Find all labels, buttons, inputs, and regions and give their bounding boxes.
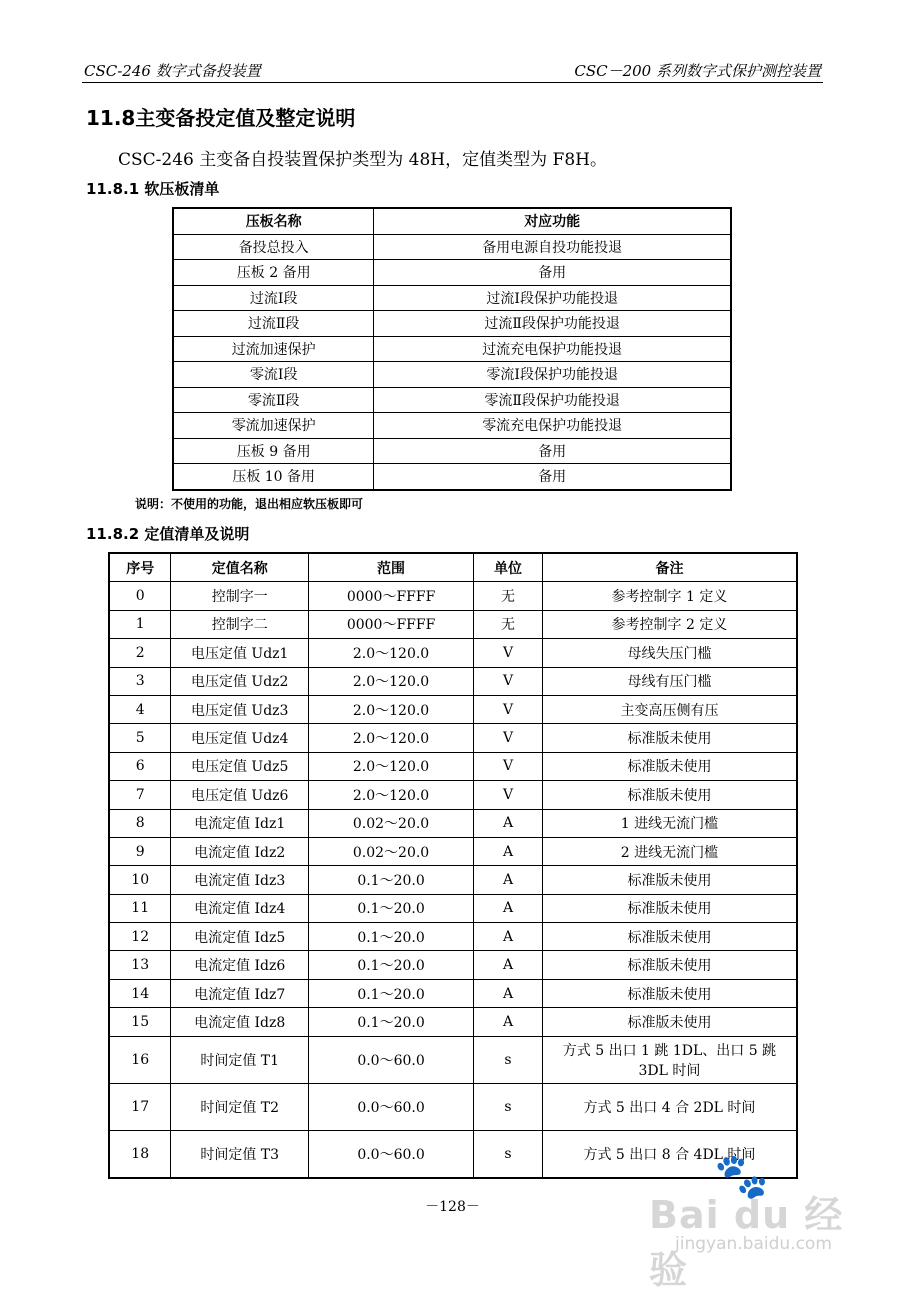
- table-row: [173, 387, 731, 413]
- table-cell: V: [474, 695, 543, 723]
- table-cell: 5: [109, 724, 171, 752]
- table-row: [173, 464, 731, 490]
- table-cell: 标准版未使用: [542, 951, 797, 979]
- column-header: 定值名称: [171, 553, 309, 582]
- table-cell: A: [474, 951, 543, 979]
- table-row: [109, 979, 797, 1007]
- table-cell: 3: [109, 667, 171, 695]
- table-row: [173, 260, 731, 286]
- table-cell: V: [474, 752, 543, 780]
- table-row: [109, 752, 797, 780]
- table-cell: s: [474, 1130, 543, 1178]
- table-cell: 10: [109, 866, 171, 894]
- table-cell: 2.0～120.0: [309, 639, 474, 667]
- table-cell: 0: [109, 582, 171, 610]
- table-cell: 1 进线无流门槛: [542, 809, 797, 837]
- table-cell: 0.1～20.0: [309, 866, 474, 894]
- table-cell: 0000～FFFF: [309, 582, 474, 610]
- table-cell: 标准版未使用: [542, 866, 797, 894]
- table-cell: 过流Ⅰ段保护功能投退: [374, 285, 731, 311]
- table-cell: 备用电源自投功能投退: [374, 234, 731, 260]
- table-cell: 电压定值 Udz3: [171, 695, 309, 723]
- table-row: [109, 610, 797, 638]
- table-row: [173, 438, 731, 464]
- section-title: 11.8主变备投定值及整定说明: [86, 106, 356, 130]
- table-cell: 过流Ⅰ段: [173, 285, 374, 311]
- table-cell: 16: [109, 1036, 171, 1083]
- table-row: [109, 582, 797, 610]
- table-row: [173, 234, 731, 260]
- column-header: 单位: [474, 553, 543, 582]
- table-row: [173, 311, 731, 337]
- table-cell: 无: [474, 582, 543, 610]
- table-row: [109, 866, 797, 894]
- table-cell: 2.0～120.0: [309, 667, 474, 695]
- watermark: [649, 1150, 849, 1292]
- table-row: [173, 413, 731, 439]
- table-row: [109, 695, 797, 723]
- table-cell: 零流Ⅱ段保护功能投退: [374, 387, 731, 413]
- paw-icon: 🐾: [714, 1151, 769, 1202]
- table-cell: 0000～FFFF: [309, 610, 474, 638]
- table-cell: 电压定值 Udz4: [171, 724, 309, 752]
- soft-plate-note: 说明：不使用的功能，退出相应软压板即可: [135, 497, 364, 511]
- column-header: 备注: [542, 553, 797, 582]
- header-rule: [82, 82, 823, 83]
- column-header: 范围: [309, 553, 474, 582]
- table-cell: 压板 2 备用: [173, 260, 374, 286]
- table-cell: 主变高压侧有压: [542, 695, 797, 723]
- table-cell: 电压定值 Udz6: [171, 781, 309, 809]
- table-cell: 备用: [374, 260, 731, 286]
- table-cell: 标准版未使用: [542, 724, 797, 752]
- table-cell: 标准版未使用: [542, 894, 797, 922]
- header-left: CSC-246 数字式备投装置: [84, 62, 261, 80]
- table-cell: A: [474, 809, 543, 837]
- table-cell: 时间定值 T2: [171, 1083, 309, 1130]
- table-cell: 电流定值 Idz2: [171, 837, 309, 865]
- table-row: [173, 362, 731, 388]
- table-cell: 标准版未使用: [542, 923, 797, 951]
- watermark-brand: Bai du 经验: [649, 1193, 844, 1292]
- table-cell: A: [474, 894, 543, 922]
- page-number: －128－: [425, 1199, 480, 1215]
- table-cell: 11: [109, 894, 171, 922]
- settings-table: [108, 552, 798, 1179]
- table-cell: 标准版未使用: [542, 752, 797, 780]
- table-cell: 控制字二: [171, 610, 309, 638]
- table-row: [109, 781, 797, 809]
- table-cell: 2 进线无流门槛: [542, 837, 797, 865]
- table-row: [109, 894, 797, 922]
- table-cell: 零流Ⅱ段: [173, 387, 374, 413]
- table-row: [109, 1083, 797, 1130]
- table-cell: 标准版未使用: [542, 1008, 797, 1036]
- table-header-row: [173, 208, 731, 234]
- table-cell: 0.1～20.0: [309, 1008, 474, 1036]
- table-cell: V: [474, 639, 543, 667]
- table-cell: 电流定值 Idz5: [171, 923, 309, 951]
- table-cell: 零流Ⅰ段保护功能投退: [374, 362, 731, 388]
- table-cell: 零流充电保护功能投退: [374, 413, 731, 439]
- table-cell: 控制字一: [171, 582, 309, 610]
- table-cell: A: [474, 1008, 543, 1036]
- table-cell: 电压定值 Udz1: [171, 639, 309, 667]
- table-cell: 备用: [374, 464, 731, 490]
- table-cell: 电流定值 Idz4: [171, 894, 309, 922]
- table-cell: 0.1～20.0: [309, 894, 474, 922]
- table-cell: 电压定值 Udz2: [171, 667, 309, 695]
- table-cell: 母线有压门槛: [542, 667, 797, 695]
- table-cell: 1: [109, 610, 171, 638]
- table-cell: A: [474, 979, 543, 1007]
- table-cell: 标准版未使用: [542, 781, 797, 809]
- table-row: [109, 639, 797, 667]
- table-cell: 备用: [374, 438, 731, 464]
- table-cell: 2.0～120.0: [309, 695, 474, 723]
- table-cell: 0.02～20.0: [309, 809, 474, 837]
- table-cell: 15: [109, 1008, 171, 1036]
- table-cell: 过流Ⅱ段保护功能投退: [374, 311, 731, 337]
- watermark-url: jingyan.baidu.com: [675, 1234, 832, 1254]
- soft-plate-table: [172, 207, 732, 491]
- table-cell: 零流Ⅰ段: [173, 362, 374, 388]
- column-header: 对应功能: [374, 208, 731, 234]
- table-cell: 电流定值 Idz3: [171, 866, 309, 894]
- table-row: [109, 1036, 797, 1083]
- table-cell: A: [474, 923, 543, 951]
- table-cell: 2.0～120.0: [309, 724, 474, 752]
- table-cell: A: [474, 837, 543, 865]
- table-cell: 13: [109, 951, 171, 979]
- table-cell: 0.1～20.0: [309, 951, 474, 979]
- table-row: [173, 285, 731, 311]
- table-cell: 0.0～60.0: [309, 1036, 474, 1083]
- table-cell: 零流加速保护: [173, 413, 374, 439]
- intro-text: CSC-246 主变备自投装置保护类型为 48H，定值类型为 F8H。: [118, 150, 607, 170]
- table-row: [109, 667, 797, 695]
- table-cell: 时间定值 T3: [171, 1130, 309, 1178]
- table-cell: 9: [109, 837, 171, 865]
- column-header: 序号: [109, 553, 171, 582]
- table-cell: 方式 5 出口 8 合 4DL 时间: [542, 1130, 797, 1178]
- table-cell: 参考控制字 1 定义: [542, 582, 797, 610]
- table-cell: s: [474, 1083, 543, 1130]
- table-cell: 过流Ⅱ段: [173, 311, 374, 337]
- table-cell: V: [474, 724, 543, 752]
- table-cell: 18: [109, 1130, 171, 1178]
- table-cell: 6: [109, 752, 171, 780]
- table-cell: 14: [109, 979, 171, 1007]
- table-cell: 过流加速保护: [173, 336, 374, 362]
- soft-plate-heading: 11.8.1 软压板清单: [86, 180, 220, 198]
- table-cell: 参考控制字 2 定义: [542, 610, 797, 638]
- table-cell: 电流定值 Idz7: [171, 979, 309, 1007]
- table-cell: 8: [109, 809, 171, 837]
- table-cell: 2: [109, 639, 171, 667]
- table-cell: 方式 5 出口 1 跳 1DL、出口 5 跳 3DL 时间: [542, 1036, 797, 1083]
- table-cell: 12: [109, 923, 171, 951]
- table-row: [109, 923, 797, 951]
- table-row: [109, 951, 797, 979]
- table-cell: 无: [474, 610, 543, 638]
- table-cell: 17: [109, 1083, 171, 1130]
- table-cell: A: [474, 866, 543, 894]
- table-cell: V: [474, 781, 543, 809]
- table-cell: 2.0～120.0: [309, 781, 474, 809]
- table-cell: 压板 9 备用: [173, 438, 374, 464]
- table-cell: 电流定值 Idz1: [171, 809, 309, 837]
- table-cell: 电压定值 Udz5: [171, 752, 309, 780]
- table-cell: 压板 10 备用: [173, 464, 374, 490]
- table-cell: 母线失压门槛: [542, 639, 797, 667]
- table-cell: 标准版未使用: [542, 979, 797, 1007]
- column-header: 压板名称: [173, 208, 374, 234]
- table-header-row: [109, 553, 797, 582]
- table-row: [109, 809, 797, 837]
- table-cell: 0.02～20.0: [309, 837, 474, 865]
- table-cell: 0.0～60.0: [309, 1130, 474, 1178]
- table-cell: 电流定值 Idz6: [171, 951, 309, 979]
- table-cell: s: [474, 1036, 543, 1083]
- table-cell: 7: [109, 781, 171, 809]
- table-cell: 方式 5 出口 4 合 2DL 时间: [542, 1083, 797, 1130]
- table-cell: 备投总投入: [173, 234, 374, 260]
- header-right: CSC－200 系列数字式保护测控装置: [574, 62, 821, 80]
- table-cell: 电流定值 Idz8: [171, 1008, 309, 1036]
- table-cell: 0.0～60.0: [309, 1083, 474, 1130]
- table-cell: V: [474, 667, 543, 695]
- table-row: [173, 336, 731, 362]
- table-cell: 时间定值 T1: [171, 1036, 309, 1083]
- table-cell: 0.1～20.0: [309, 923, 474, 951]
- table-cell: 0.1～20.0: [309, 979, 474, 1007]
- settings-heading: 11.8.2 定值清单及说明: [86, 525, 250, 543]
- table-row: [109, 724, 797, 752]
- table-cell: 4: [109, 695, 171, 723]
- table-cell: 过流充电保护功能投退: [374, 336, 731, 362]
- table-row: [109, 1008, 797, 1036]
- table-row: [109, 837, 797, 865]
- table-cell: 2.0～120.0: [309, 752, 474, 780]
